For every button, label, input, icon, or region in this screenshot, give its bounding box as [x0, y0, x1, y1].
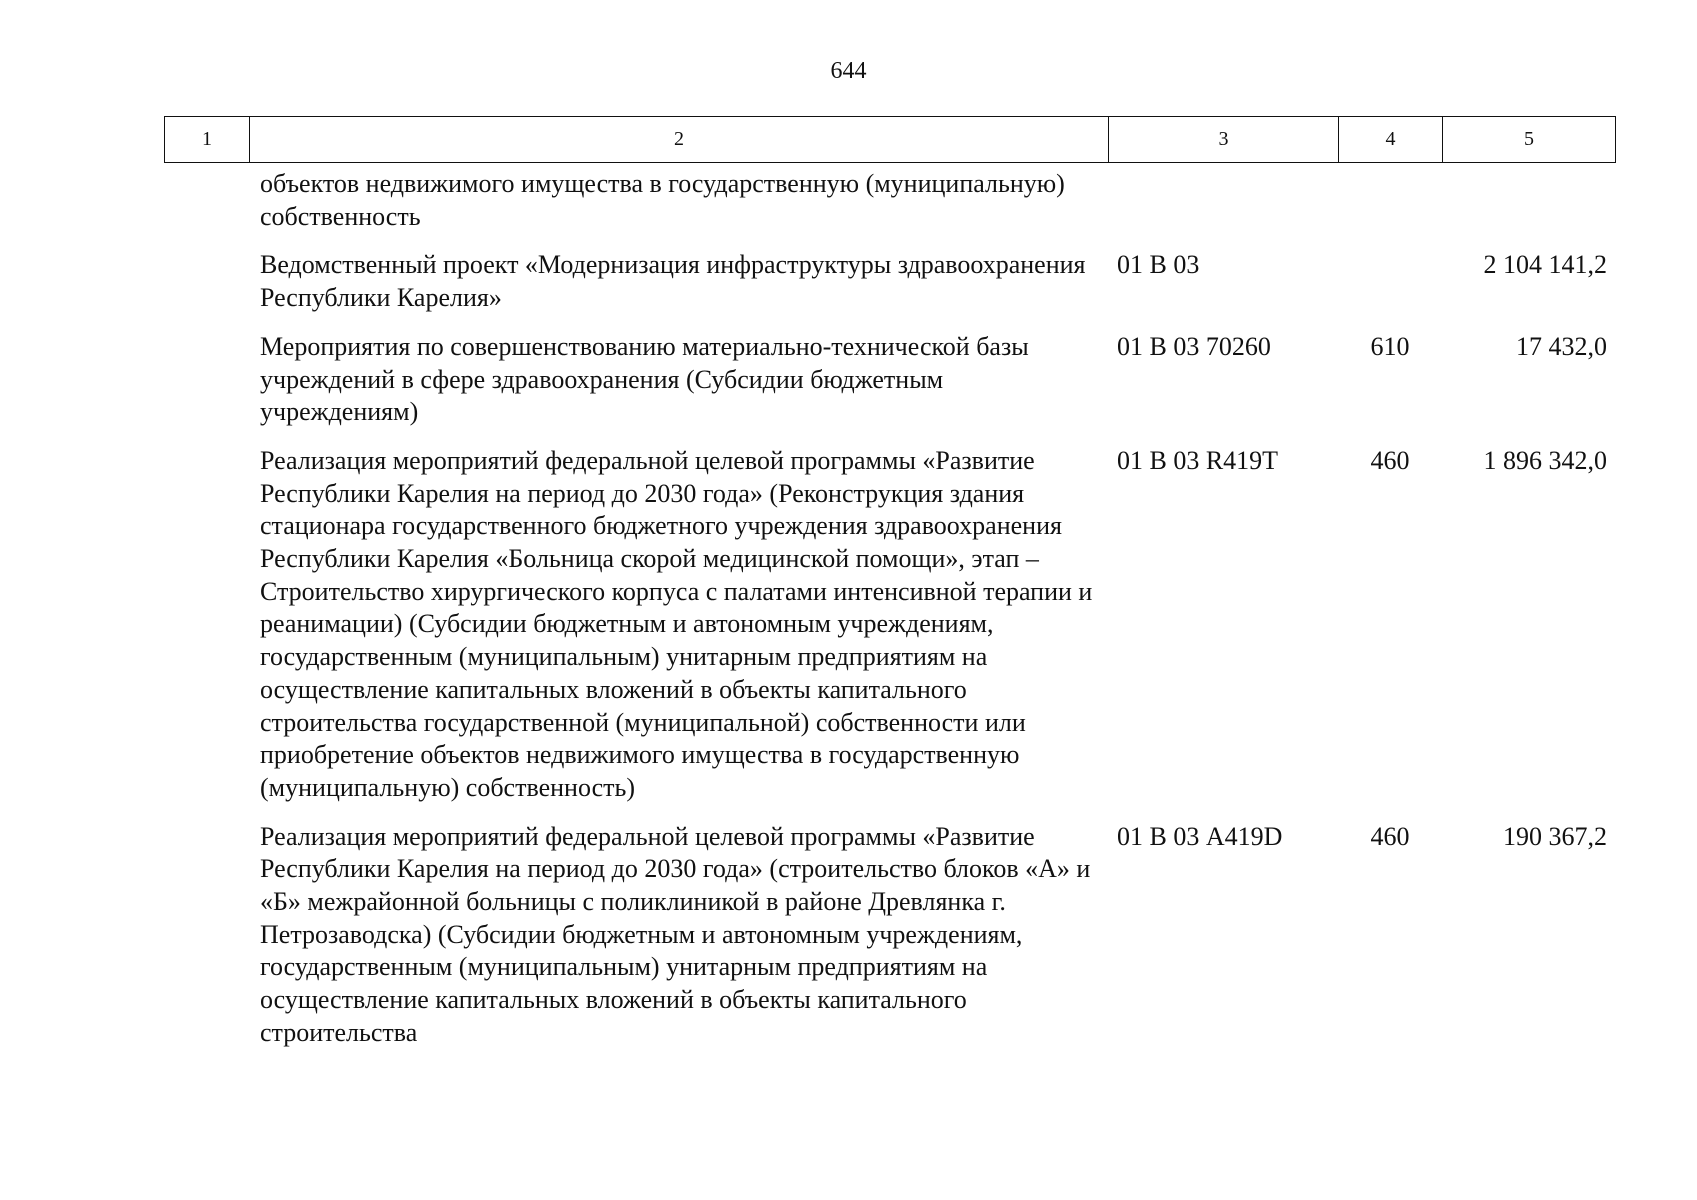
row-description: объектов недвижимого имущества в государственную (муниципальную) собственность [260, 169, 1065, 231]
row-description: Реализация мероприятий федеральной целевой программы «Развитие Республики Карелия на период до 2030 года» (строительство блоков «А» и «Б» межрайонной больницы с поликлиникой в районе Древлянка г. Петрозаводска) (Субсидии бюджетным и автономным учреждениям, государственным (муниципальным) унитарным предприятиям на осуществление капитальных вложений в объекты капитального строительства [260, 821, 1091, 1047]
header-col-1: 1 [165, 117, 250, 163]
row-amount: 17 432,0 [1516, 331, 1607, 361]
row-type: 460 [1370, 445, 1410, 475]
header-row [165, 117, 1616, 163]
table-row [0, 168, 1697, 233]
table-body [0, 168, 1697, 1066]
row-code: 01 В 03 [1117, 250, 1200, 280]
header-col-5: 5 [1443, 117, 1616, 163]
table-row [0, 331, 1697, 429]
row-description: Ведомственный проект «Модернизация инфраструктуры здравоохранения Республики Карелия» [260, 250, 1086, 313]
header-col-2: 2 [250, 117, 1109, 163]
page-number: 644 [830, 58, 867, 84]
row-code: 01 В 03 R419T [1117, 445, 1279, 475]
row-amount: 1 896 342,0 [1483, 445, 1607, 475]
row-code: 01 В 03 A419D [1117, 821, 1283, 851]
table-row [0, 821, 1697, 1050]
table-header [164, 116, 1616, 163]
row-amount: 190 367,2 [1503, 821, 1607, 851]
row-amount: 2 104 141,2 [1483, 250, 1607, 280]
row-code: 01 В 03 70260 [1117, 331, 1271, 361]
row-description: Мероприятия по совершенствованию материально-технической базы учреждений в сфере здравоохранения (Субсидии бюджетным учреждениям) [260, 331, 1029, 427]
row-description: Реализация мероприятий федеральной целевой программы «Развитие Республики Карелия на период до 2030 года» (Реконструкция здания стационара государственного бюджетного учреждения здравоохранения Республики Карелия «Больница скорой медицинской помощи», этап – Строительство хирургического корпуса с палатами интенсивной терапии и реанимации) (Субсидии бюджетным и автономным учреждениям, государственным (муниципальным) унитарным предприятиям на осуществление капитальных вложений в объекты капитального строительства государственной (муниципальной) собственности или приобретение объектов недвижимого имущества в государственную (муниципальную) собственность) [260, 445, 1093, 802]
table-row [0, 445, 1697, 805]
row-type: 610 [1370, 331, 1410, 361]
table-row [0, 249, 1697, 314]
row-type: 460 [1370, 821, 1410, 851]
header-col-3: 3 [1109, 117, 1339, 163]
header-col-4: 4 [1339, 117, 1443, 163]
